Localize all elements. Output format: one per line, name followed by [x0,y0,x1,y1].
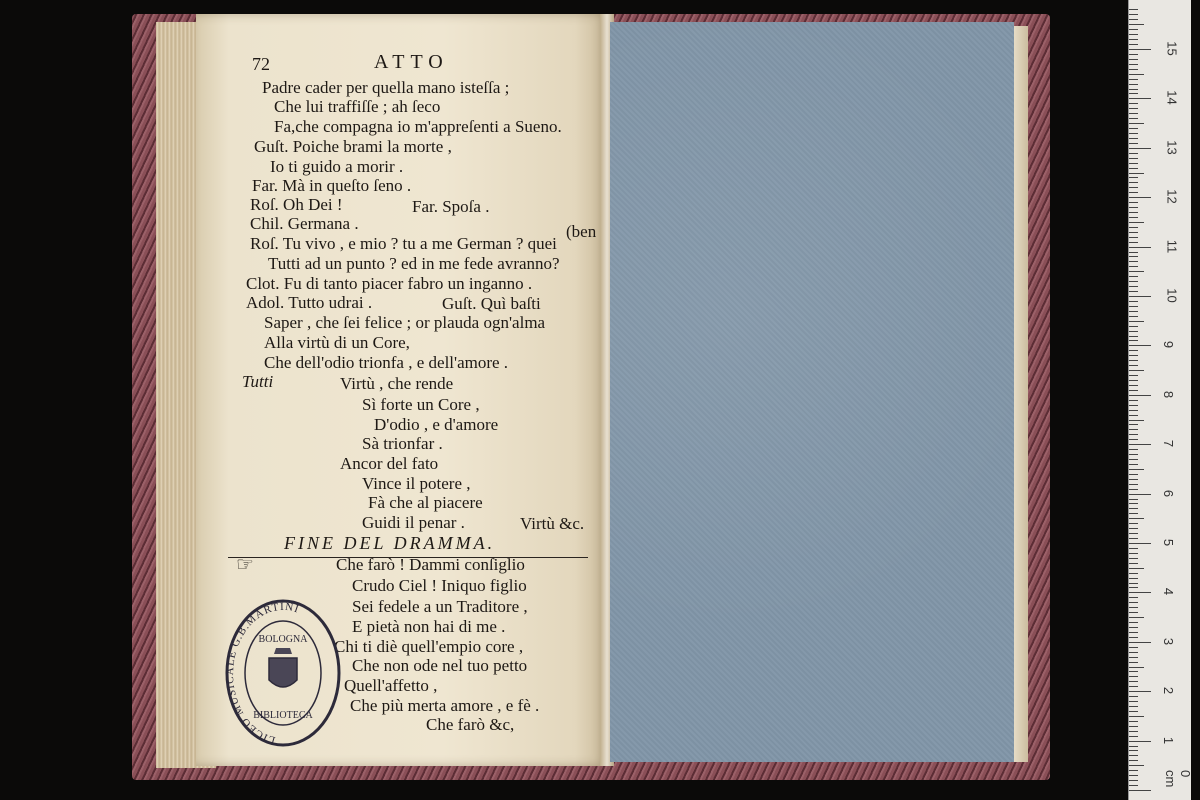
ruler-tick [1129,785,1138,786]
ruler-label: 15 [1164,41,1180,56]
ruler-tick [1129,9,1138,10]
text-line: Adol. Tutto udrai . [246,293,373,312]
ruler-tick [1129,375,1138,376]
text-line: Sei fedele a un Traditore , [352,597,528,616]
library-stamp [224,598,342,748]
ruler-tick [1129,528,1138,529]
ruler-tick [1129,790,1151,791]
ruler-tick [1129,410,1138,411]
ruler-tick [1129,256,1138,257]
ruler-tick [1129,108,1138,109]
ruler-tick [1129,770,1138,771]
text-line: Roſ. Tu vivo , e mio ? tu a me German ? quei [250,234,557,253]
ruler-tick [1129,14,1138,15]
ruler-tick [1129,247,1151,248]
ruler-tick [1129,647,1138,648]
ruler-tick [1129,296,1151,297]
text-line: Ancor del fato [340,454,439,473]
ruler-tick [1129,701,1138,702]
ruler-tick [1129,632,1138,633]
ruler-tick [1129,711,1138,712]
ruler-tick [1129,459,1138,460]
ruler-tick [1129,168,1138,169]
ruler-tick [1129,721,1138,722]
ruler-tick [1129,242,1138,243]
ruler-tick [1129,113,1138,114]
ruler-tick [1129,731,1138,732]
text-line: Virtù &c. [520,514,585,533]
ruler-tick [1129,746,1138,747]
ruler-label: 13 [1164,140,1180,155]
ruler-tick [1129,686,1138,687]
ruler-tick [1129,49,1151,50]
right-page-edge [1014,26,1028,762]
ruler-tick [1129,79,1138,80]
ruler-label: 1 [1161,736,1177,744]
ruler-tick [1129,533,1138,534]
ruler-tick [1129,617,1144,618]
ruler-tick [1129,103,1138,104]
ruler-tick [1129,760,1138,761]
ruler-tick [1129,217,1138,218]
ruler-tick [1129,380,1138,381]
ruler-tick [1129,434,1138,435]
ruler-tick [1129,750,1138,751]
ruler-tick [1129,667,1144,668]
text-line: Che farò &c, [426,715,515,734]
ruler-tick [1129,449,1138,450]
ruler-tick [1129,54,1138,55]
text-line: Tutti [242,372,274,391]
ruler-tick [1129,563,1138,564]
ruler-label: 4 [1161,588,1177,596]
ruler-tick [1129,331,1138,332]
ruler-tick [1129,657,1138,658]
text-line: Roſ. Oh Dei ! [250,195,343,214]
ruler-tick [1129,765,1144,766]
section-heading: FINE DEL DRAMMA. [284,533,496,553]
ruler-label: 0 cm [1163,770,1193,788]
text-line: Quell'affetto , [344,676,438,695]
ruler-tick [1129,558,1138,559]
ruler-tick [1129,93,1138,94]
text-line: Che lui traffiſſe ; ah ſeco [274,97,441,116]
ruler-tick [1129,706,1138,707]
ruler-tick [1129,642,1151,643]
ruler-tick [1129,691,1151,692]
text-line: D'odio , e d'amore [374,415,499,434]
ruler-label: 12 [1164,189,1180,204]
ruler-tick [1129,494,1151,495]
ruler-label: 9 [1161,341,1177,349]
ruler-label: 14 [1164,90,1180,106]
text-line: Io ti guido a morir . [270,157,404,176]
ruler-tick [1129,252,1138,253]
ruler-tick [1129,64,1138,65]
ruler-tick [1129,538,1138,539]
ruler-tick [1129,202,1138,203]
ruler-tick [1129,385,1138,386]
ruler-tick [1129,716,1144,717]
ruler-tick [1129,415,1138,416]
ruler-tick [1129,395,1151,396]
text-line: Alla virtù di un Core, [264,333,410,352]
text-line: Chi ti diè quell'empio core , [334,637,524,656]
ruler-tick [1129,89,1138,90]
text-line: Far. Spoſa . [412,197,490,216]
ruler-tick [1129,261,1138,262]
text-line: Che più merta amore , e fè . [350,696,540,715]
ruler-tick [1129,222,1144,223]
ruler-tick [1129,158,1138,159]
ruler-tick [1129,340,1138,341]
ruler-tick [1129,182,1138,183]
ruler-tick [1129,212,1138,213]
text-line: Che farò ! Dammi conſiglio [336,555,525,574]
ruler-tick [1129,518,1144,519]
ruler-tick [1129,345,1151,346]
ruler-tick [1129,439,1138,440]
ruler-tick [1129,429,1138,430]
ruler-tick [1129,281,1138,282]
ruler-tick [1129,98,1151,99]
ruler-tick [1129,469,1144,470]
ruler-tick [1129,622,1138,623]
ruler-tick [1129,662,1138,663]
ruler-tick [1129,316,1138,317]
ruler-tick [1129,726,1138,727]
ruler-tick [1129,138,1138,139]
ruler-tick [1129,474,1138,475]
ruler-tick [1129,543,1151,544]
ruler-label: 3 [1161,637,1177,645]
ruler-tick [1129,755,1138,756]
ruler-tick [1129,696,1138,697]
ruler-tick [1129,592,1151,593]
ruler-tick [1129,587,1138,588]
text-line: Vince il potere , [362,474,471,493]
stamp-inner-text: BIBLIOTECA [253,710,313,721]
ruler-tick [1129,301,1138,302]
ruler-tick [1129,39,1138,40]
text-line: Guſt. Quì baſti [442,294,541,313]
measurement-ruler [1128,0,1191,800]
ruler-tick [1129,148,1151,149]
ruler-tick [1129,271,1144,272]
ruler-tick [1129,780,1138,781]
text-line: (ben [566,222,597,241]
ruler-tick [1129,578,1138,579]
ruler-tick [1129,74,1144,75]
ruler-tick [1129,350,1138,351]
ruler-tick [1129,123,1144,124]
ruler-tick [1129,192,1138,193]
ruler-tick [1129,19,1138,20]
ruler-tick [1129,424,1138,425]
ruler-tick [1129,29,1138,30]
ruler-tick [1129,400,1138,401]
text-line: Fa,che compagna io m'appreſenti a Sueno. [274,117,562,136]
ruler-tick [1129,163,1138,164]
ruler-tick [1129,24,1144,25]
ruler-label: 5 [1161,538,1177,547]
ruler-label: 11 [1164,239,1180,253]
text-line: Sà trionfar . [362,434,443,453]
ruler-tick [1129,34,1138,35]
page-number: 72 [252,54,270,74]
ruler-tick [1129,370,1144,371]
ruler-tick [1129,286,1138,287]
ruler-tick [1129,548,1138,549]
ruler-tick [1129,207,1138,208]
ruler-tick [1129,652,1138,653]
text-line: Che dell'odio trionfa , e dell'amore . [264,353,509,372]
ruler-tick [1129,133,1138,134]
ruler-label: 2 [1161,687,1177,695]
ruler-tick [1129,503,1138,504]
ruler-tick [1129,44,1138,45]
text-line: Fà che al piacere [368,493,483,512]
ruler-tick [1129,360,1138,361]
ruler-tick [1129,420,1144,421]
ruler-tick [1129,454,1138,455]
ruler-tick [1129,143,1138,144]
ruler-tick [1129,444,1151,445]
ruler-tick [1129,177,1138,178]
ruler-tick [1129,489,1138,490]
text-line: Saper , che ſei felice ; or plauda ogn'alma [264,313,546,332]
ruler-label: 10 [1164,288,1180,303]
ruler-tick [1129,390,1138,391]
text-line: Virtù , che rende [340,374,454,393]
ruler-tick [1129,227,1138,228]
ruler-tick [1129,553,1138,554]
ruler-tick [1129,173,1144,174]
stamp-bottom-text: BOLOGNA [258,634,308,645]
text-line: Guſt. Poiche brami la morte , [254,137,452,156]
ruler-tick [1129,741,1151,742]
ruler-tick [1129,612,1138,613]
pointing-hand-icon: ☞ [236,554,254,576]
text-line: Guidi il penar . [362,513,465,532]
ruler-label: 6 [1161,489,1177,497]
ruler-tick [1129,464,1138,465]
ruler-tick [1129,405,1138,406]
ruler-tick [1129,597,1138,598]
text-line: E pietà non hai di me . [352,617,506,636]
text-line: Clot. Fu di tanto piacer fabro un inganno . [246,274,533,293]
ruler-tick [1129,568,1144,569]
ruler-tick [1129,671,1138,672]
ruler-tick [1129,484,1138,485]
ruler-tick [1129,508,1138,509]
ruler-tick [1129,499,1138,500]
ruler-tick [1129,355,1138,356]
ruler-tick [1129,306,1138,307]
ruler-tick [1129,59,1138,60]
ruler-tick [1129,736,1138,737]
ruler-tick [1129,69,1138,70]
ruler-tick [1129,513,1138,514]
ruler-tick [1129,232,1138,233]
ruler-tick [1129,479,1138,480]
page-header: ATTO [374,51,449,73]
ruler-tick [1129,187,1138,188]
text-line: Tutti ad un punto ? ed in me fede avranno? [268,254,560,273]
ruler-tick [1129,627,1138,628]
text-line: Padre cader per quella mano isteſſa ; [262,78,510,97]
blank-endpaper [610,22,1014,762]
ruler-tick [1129,573,1138,574]
ruler-tick [1129,237,1138,238]
ruler-label: 7 [1161,440,1177,448]
ruler-tick [1129,602,1138,603]
ruler-tick [1129,607,1138,608]
stamp-outer-text: LICEO MUSICALE G.B.MARTINI [224,600,301,747]
ruler-tick [1129,326,1138,327]
text-line: Chil. Germana . [250,214,359,233]
ruler-tick [1129,311,1138,312]
ruler-tick [1129,637,1138,638]
ruler-tick [1129,365,1138,366]
text-line: Sì forte un Core , [362,395,480,414]
ruler-tick [1129,681,1138,682]
ruler-tick [1129,336,1138,337]
ruler-tick [1129,266,1138,267]
ruler-tick [1129,197,1151,198]
text-line: Che non ode nel tuo petto [352,656,528,675]
ruler-tick [1129,775,1138,776]
ruler-tick [1129,676,1138,677]
ruler-tick [1129,291,1138,292]
text-line: Far. Mà in queſto ſeno . [252,176,412,195]
coat-of-arms-icon [269,648,297,687]
ruler-tick [1129,128,1138,129]
ruler-tick [1129,276,1138,277]
ruler-tick [1129,84,1138,85]
ruler-tick [1129,321,1144,322]
ruler-label: 8 [1161,390,1177,398]
ruler-tick [1129,118,1138,119]
ruler-tick [1129,523,1138,524]
ruler-tick [1129,153,1138,154]
ruler-tick [1129,583,1138,584]
text-line: Crudo Ciel ! Iniquo figlio [352,576,527,595]
